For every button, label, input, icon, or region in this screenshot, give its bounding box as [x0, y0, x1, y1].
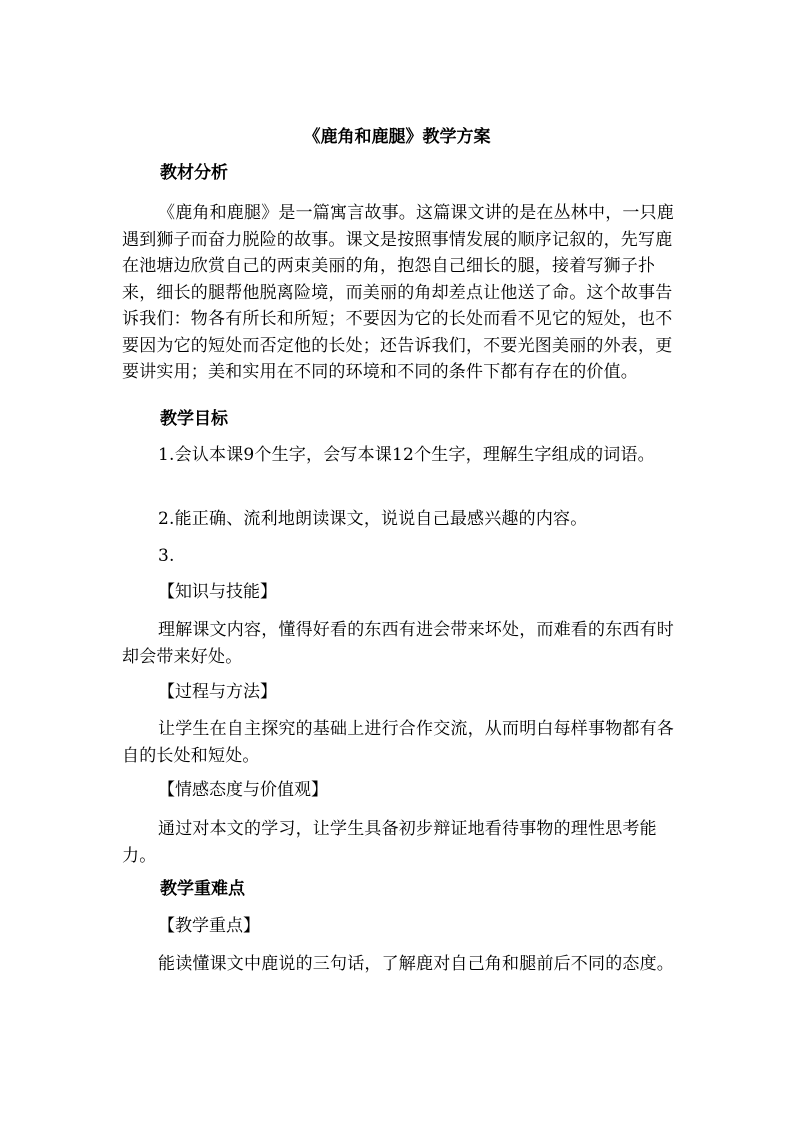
teaching-focus-label: 【教学重点】 [158, 916, 260, 936]
emotion-values-label: 【情感态度与价值观】 [158, 780, 328, 800]
goal-item-2: 2.能正确、流利地朗读课文，说说自己最感兴趣的内容。 [158, 509, 588, 529]
process-method-label: 【过程与方法】 [158, 682, 277, 702]
goal-item-3: 3. [158, 546, 175, 566]
document-title: 《鹿角和鹿腿》教学方案 [303, 127, 491, 147]
teaching-focus-text: 能读懂课文中鹿说的三句话，了解鹿对自己角和腿前后不同的态度。 [158, 954, 674, 974]
section-heading-goals: 教学目标 [160, 409, 228, 429]
emotion-values-text: 通过对本文的学习，让学生具备初步辩证地看待事物的理性思考能力。 [122, 819, 657, 866]
knowledge-skills-label: 【知识与技能】 [158, 582, 277, 602]
knowledge-skills-text: 理解课文内容，懂得好看的东西有进会带来坏处，而难看的东西有时却会带来好处。 [122, 620, 674, 667]
goal-item-1: 1.会认本课9个生字，会写本课12个生字，理解生字组成的词语。 [158, 445, 655, 465]
process-method-text: 让学生在自主探究的基础上进行合作交流，从而明白每样事物都有各自的长处和短处。 [122, 719, 674, 766]
analysis-paragraph: 《鹿角和鹿腿》是一篇寓言故事。这篇课文讲的是在丛林中，一只鹿遇到狮子而奋力脱险的故事。课文是按照事情发展的顺序记叙的，先写鹿在池塘边欣赏自己的两束美丽的角，抱怨自己细长的腿，接着写狮子扑来，细长的腿帮他脱离险境，而美丽的角却差点让他送了命。这个故事告诉我们：物各有所长和所短；不要因为它的长处而看不见它的短处，也不要因为它的短处而否定他的长处；还告诉我们，不要光图美丽的外表，更要讲实用；美和实用在不同的环境和不同的条件下都有存在的价值。 [122, 203, 674, 382]
section-heading-analysis: 教材分析 [160, 163, 228, 183]
section-heading-key-points: 教学重难点 [160, 879, 245, 899]
